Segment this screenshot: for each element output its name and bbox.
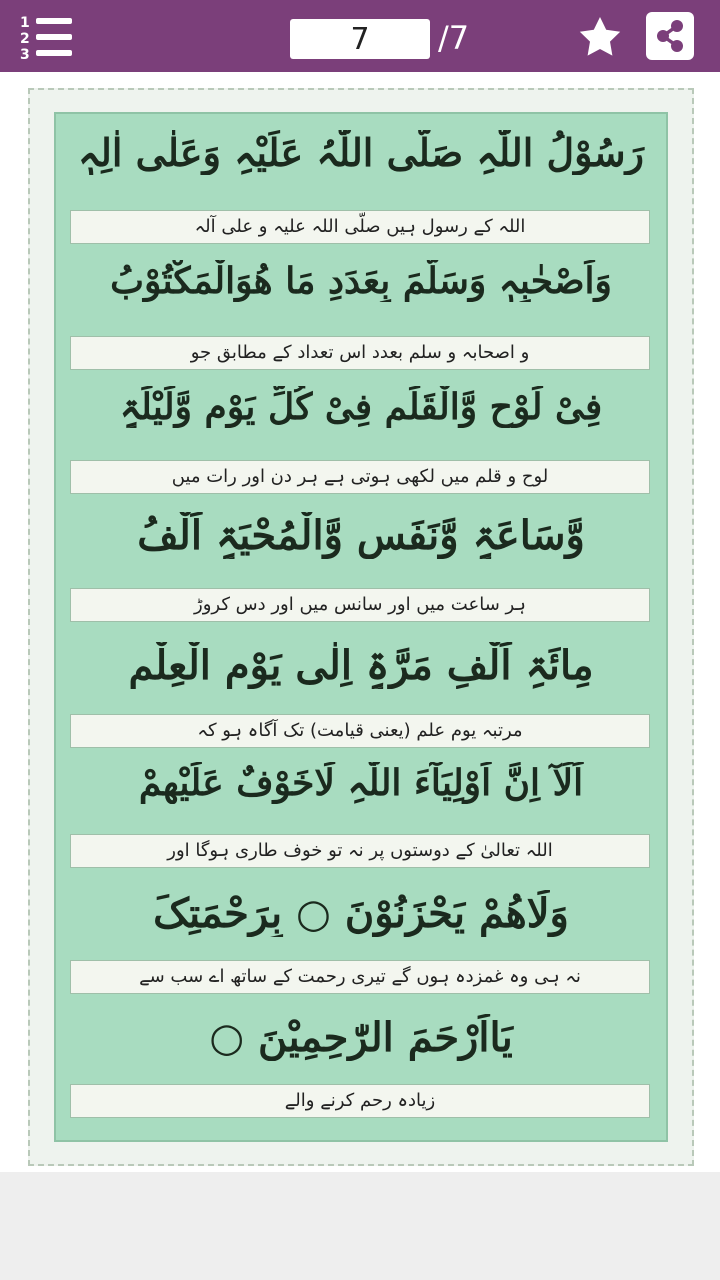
arabic-line: رَسُوْلُ اللّٰہِ صَلَّی اللّٰہُ عَلَیْہِ وَعَلٰی اٰلِہٖ xyxy=(78,130,644,175)
arabic-line: فِیْ لَوْحٍ وَّالْقَلَمِ فِیْ کُلِّ یَوْمٍ وَّلَیْلَۃٍ xyxy=(119,386,603,428)
share-icon[interactable] xyxy=(646,12,694,60)
scanned-page-image[interactable] xyxy=(28,88,694,1166)
page-total-label: /7 xyxy=(438,19,470,57)
arabic-line: مِائَۃِ اَلْفِ مَرَّۃٍ اِلٰی یَوْمِ الْعِلْمِ xyxy=(128,642,594,689)
urdu-translation: زیادہ رحم کرنے والے xyxy=(70,1084,650,1118)
urdu-translation: و اصحابہ و سلم بعدد اس تعداد کے مطابق جو xyxy=(70,336,650,370)
urdu-translation: مرتبہ یوم علم (یعنی قیامت) تک آگاہ ہو کہ xyxy=(70,714,650,748)
arabic-line: اَلَآ اِنَّ اَوْلِیَآءَ اللّٰہِ لَاخَوْفٌ عَلَیْھِمْ xyxy=(138,762,584,804)
urdu-translation: لوح و قلم میں لکھی ہوتی ہے ہر دن اور رات میں xyxy=(70,460,650,494)
urdu-translation: اللہ تعالیٰ کے دوستوں پر نہ تو خوف طاری ہوگا اور xyxy=(70,834,650,868)
arabic-line: وَاَصْحٰبِہٖ وَسَلَّمَ بِعَدَدِ مَا ھُوَالْمَکْتُوْبُ xyxy=(110,260,612,302)
numbered-list-icon[interactable] xyxy=(18,12,74,60)
top-app-bar xyxy=(0,0,720,72)
arabic-line: وَلَاھُمْ یَحْزَنُوْنَ ○ بِرَحْمَتِکَ xyxy=(153,890,569,937)
scan-content xyxy=(54,112,668,1142)
svg-text:2: 2 xyxy=(20,31,30,47)
arabic-line: وَّسَاعَۃٍ وَّنَفَسٍ وَّالْمُحْیَۃٍ اَلْفُ xyxy=(137,512,585,559)
star-icon[interactable] xyxy=(576,14,624,60)
svg-text:3: 3 xyxy=(20,47,30,60)
urdu-translation: نہ ہی وہ غمزدہ ہوں گے تیری رحمت کے ساتھ اے سب سے xyxy=(70,960,650,994)
arabic-line: یَااَرْحَمَ الرّٰحِمِیْنَ ○ xyxy=(209,1014,513,1061)
bottom-area xyxy=(0,1172,720,1280)
page-number-input[interactable] xyxy=(290,19,430,59)
urdu-translation: اللہ کے رسول ہیں صلّی اللہ علیہ و علی آلہ xyxy=(70,210,650,244)
svg-text:1: 1 xyxy=(20,15,30,31)
urdu-translation: ہر ساعت میں اور سانس میں اور دس کروڑ xyxy=(70,588,650,622)
